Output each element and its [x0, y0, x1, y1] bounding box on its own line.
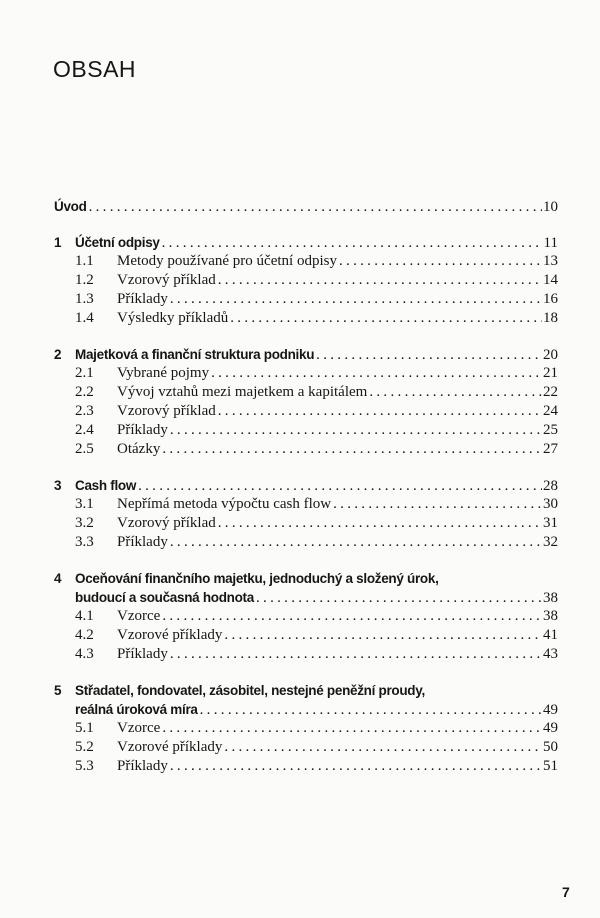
toc-section-row[interactable] [54, 290, 558, 309]
section-title: Příklady [117, 422, 168, 438]
chapter-number: 3 [54, 478, 62, 493]
dot-leader [337, 252, 542, 271]
section-number: 1.2 [75, 272, 94, 288]
dot-leader [160, 440, 542, 459]
chapter-title: Úvod [54, 199, 87, 214]
chapter-title: Majetková a finanční struktura podniku [75, 347, 315, 362]
section-page: 31 [543, 515, 558, 531]
toc-chapter [54, 233, 558, 328]
chapter-number: 1 [54, 235, 62, 250]
section-number: 1.4 [75, 310, 94, 326]
chapter-number: 4 [54, 571, 62, 586]
section-number: 4.2 [75, 627, 94, 643]
section-number: 5.1 [75, 720, 94, 736]
toc-section-row[interactable] [54, 383, 558, 402]
section-title: Metody používané pro účetní odpisy [117, 253, 337, 269]
section-number: 1.3 [75, 291, 94, 307]
toc-section-row[interactable] [54, 309, 558, 328]
toc-chapter [54, 681, 558, 776]
dot-leader [222, 738, 542, 757]
section-number: 3.2 [75, 515, 94, 531]
chapter-page: 20 [543, 347, 558, 363]
toc-section-row[interactable] [54, 607, 558, 626]
toc-section-row[interactable] [54, 626, 558, 645]
section-title: Vzorové příklady [117, 739, 223, 755]
chapter-title: Účetní odpisy [75, 235, 160, 250]
section-number: 1.1 [75, 253, 94, 269]
section-page: 27 [543, 441, 558, 457]
section-number: 3.1 [75, 496, 94, 512]
section-number: 4.1 [75, 608, 94, 624]
toc-chapter [54, 476, 558, 552]
section-number: 2.5 [75, 441, 94, 457]
toc-section-row[interactable] [54, 719, 558, 738]
toc-chapter-row[interactable] [54, 476, 558, 495]
toc-section-row[interactable] [54, 645, 558, 664]
chapter-title: Střadatel, fondovatel, zásobitel, nestejné peněžní proudy, [75, 683, 425, 698]
section-number: 2.3 [75, 403, 94, 419]
section-title: Nepřímá metoda výpočtu cash flow [117, 496, 332, 512]
section-page: 13 [543, 253, 558, 269]
section-title: Vzorový příklad [117, 272, 216, 288]
section-title: Vývoj vztahů mezi majetkem a kapitálem [117, 384, 368, 400]
toc-section-row[interactable] [54, 421, 558, 440]
section-page: 49 [543, 720, 558, 736]
toc-chapter-row[interactable] [54, 588, 558, 607]
toc-section-row[interactable] [54, 495, 558, 514]
section-title: Vzorový příklad [117, 515, 216, 531]
dot-leader [87, 198, 542, 217]
chapter-title: Oceňování finančního majetku, jednoduchý a složený úrok, [75, 571, 439, 586]
chapter-page: 10 [543, 199, 558, 215]
chapter-page: 38 [543, 590, 558, 606]
toc-chapter-row[interactable] [54, 345, 558, 364]
toc-section-row[interactable] [54, 514, 558, 533]
dot-leader [168, 421, 542, 440]
dot-leader [367, 383, 542, 402]
dot-leader [222, 626, 542, 645]
section-title: Výsledky příkladů [117, 310, 229, 326]
dot-leader [160, 719, 542, 738]
section-title: Vzorové příklady [117, 627, 223, 643]
section-page: 43 [543, 646, 558, 662]
section-page: 14 [543, 272, 558, 288]
section-page: 24 [543, 403, 558, 419]
dot-leader [228, 309, 542, 328]
toc-section-row[interactable] [54, 533, 558, 552]
section-title: Příklady [117, 291, 168, 307]
dot-leader [168, 645, 542, 664]
section-page: 16 [543, 291, 558, 307]
dot-leader [314, 346, 542, 365]
dot-leader [168, 757, 542, 776]
toc-section-row[interactable] [54, 364, 558, 383]
section-title: Příklady [117, 758, 168, 774]
toc-chapter-row[interactable] [54, 233, 558, 252]
dot-leader [168, 290, 542, 309]
dot-leader [209, 364, 542, 383]
dot-leader [136, 477, 542, 496]
section-number: 5.2 [75, 739, 94, 755]
chapter-title: reálná úroková míra [75, 702, 198, 717]
toc-chapter [54, 197, 558, 216]
section-number: 5.3 [75, 758, 94, 774]
page-number: 7 [562, 884, 570, 900]
toc-section-row[interactable] [54, 440, 558, 459]
section-title: Vybrané pojmy [117, 365, 210, 381]
section-page: 30 [543, 496, 558, 512]
chapter-title: Cash flow [75, 478, 137, 493]
section-title: Vzorový příklad [117, 403, 216, 419]
section-number: 3.3 [75, 534, 94, 550]
section-title: Vzorce [117, 720, 161, 736]
section-page: 51 [543, 758, 558, 774]
page-title: OBSAH [53, 56, 137, 82]
dot-leader [168, 533, 542, 552]
toc-chapter-row[interactable] [54, 569, 558, 588]
chapter-page: 11 [543, 235, 558, 251]
table-of-contents [54, 197, 558, 776]
dot-leader [198, 701, 542, 720]
dot-leader [216, 514, 542, 533]
section-title: Příklady [117, 534, 168, 550]
toc-section-row[interactable] [54, 402, 558, 421]
section-page: 18 [543, 310, 558, 326]
section-number: 2.2 [75, 384, 94, 400]
chapter-page: 49 [543, 702, 558, 718]
toc-chapter [54, 569, 558, 664]
toc-section-row[interactable] [54, 271, 558, 290]
chapter-title: budoucí a současná hodnota [75, 590, 254, 605]
toc-chapter-row[interactable] [54, 197, 558, 216]
dot-leader [160, 607, 542, 626]
chapter-page: 28 [543, 478, 558, 494]
section-title: Vzorce [117, 608, 161, 624]
dot-leader [160, 234, 542, 253]
section-page: 38 [543, 608, 558, 624]
chapter-number: 2 [54, 347, 62, 362]
dot-leader [216, 402, 542, 421]
dot-leader [331, 495, 542, 514]
section-number: 4.3 [75, 646, 94, 662]
section-number: 2.1 [75, 365, 94, 381]
dot-leader [254, 589, 542, 608]
section-number: 2.4 [75, 422, 94, 438]
toc-section-row[interactable] [54, 738, 558, 757]
toc-chapter-row[interactable] [54, 681, 558, 700]
section-title: Otázky [117, 441, 161, 457]
section-title: Příklady [117, 646, 168, 662]
section-page: 41 [543, 627, 558, 643]
section-page: 32 [543, 534, 558, 550]
chapter-number: 5 [54, 683, 62, 698]
section-page: 50 [543, 739, 558, 755]
toc-chapter [54, 345, 558, 459]
section-page: 21 [543, 365, 558, 381]
toc-section-row[interactable] [54, 252, 558, 271]
toc-section-row[interactable] [54, 757, 558, 776]
section-page: 25 [543, 422, 558, 438]
toc-chapter-row[interactable] [54, 700, 558, 719]
section-page: 22 [543, 384, 558, 400]
dot-leader [216, 271, 542, 290]
